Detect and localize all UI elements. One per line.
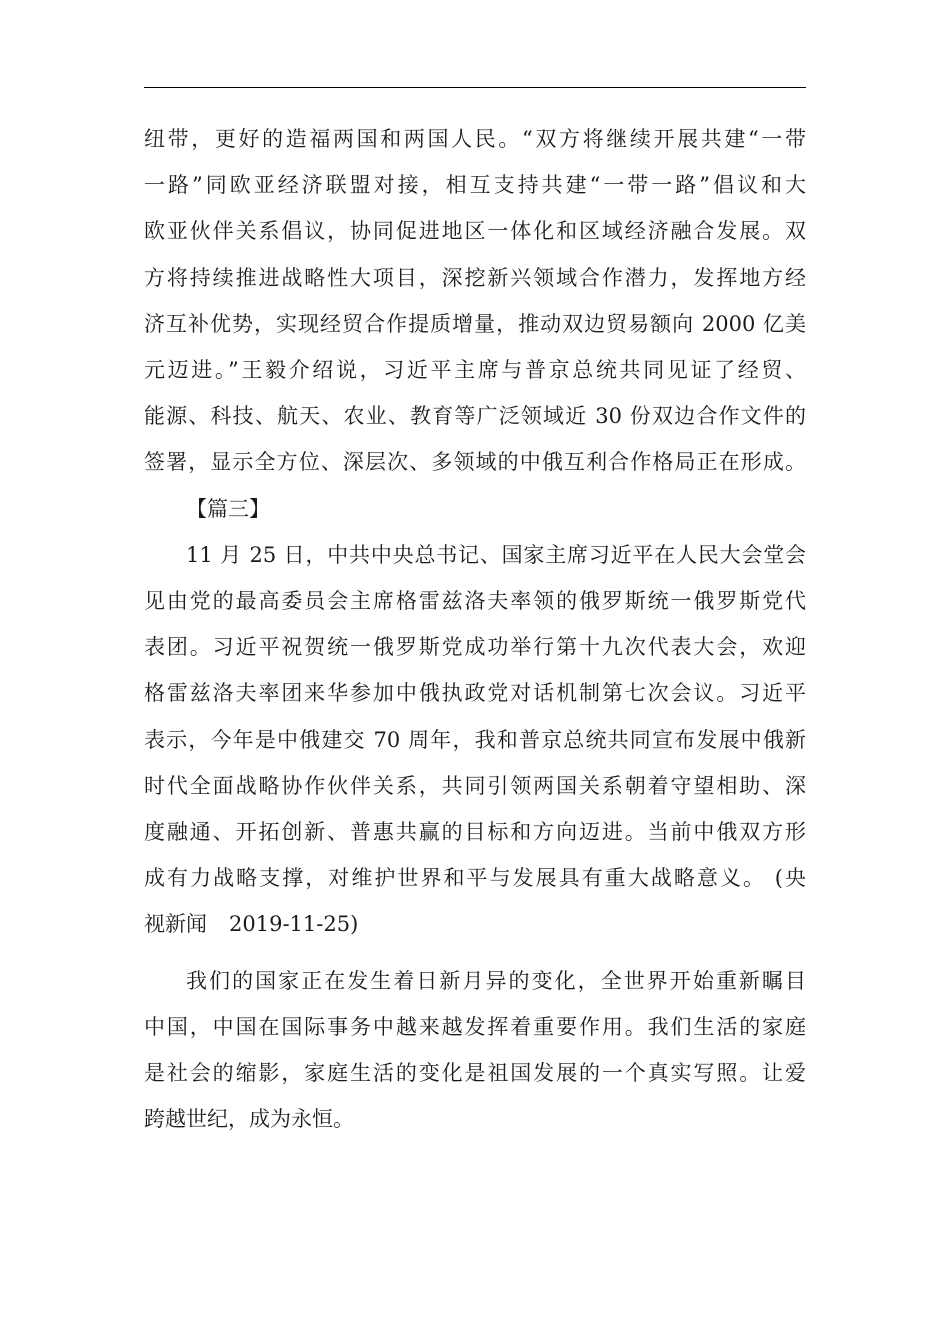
text-line: 度融通、开拓创新、普惠共赢的目标和方向迈进。当前中俄双方形 xyxy=(144,820,806,845)
text-line: 元迈进。”王毅介绍说，习近平主席与普京总统共同见证了经贸、 xyxy=(144,358,806,383)
source-line xyxy=(144,901,806,947)
source-date: 2019-11-25) xyxy=(229,912,359,937)
text-line: 中国，中国在国际事务中越来越发挥着重要作用。我们生活的家庭 xyxy=(144,1014,806,1039)
text-line: 时代全面战略协作伙伴关系，共同引领两国关系朝着守望相助、深 xyxy=(144,773,806,798)
paragraph-closing xyxy=(144,958,806,1143)
text-line: 成有力战略支撑，对维护世界和平与发展具有重大战略意义。 (央 xyxy=(144,866,806,891)
text-line: 济互补优势，实现经贸合作提质增量，推动双边贸易额向 2000 亿美 xyxy=(144,311,806,336)
text-line: 纽带，更好的造福两国和两国人民。“双方将继续开展共建“一带 xyxy=(144,127,806,151)
text-line: 见由党的最高委员会主席格雷兹洛夫率领的俄罗斯统一俄罗斯党代 xyxy=(144,589,806,614)
text-line: 格雷兹洛夫率团来华参加中俄执政党对话机制第七次会议。习近平 xyxy=(144,681,806,706)
text-line: 我们的国家正在发生着日新月异的变化，全世界开始重新瞩目 xyxy=(186,968,806,993)
text-line: 能源、科技、航天、农业、教育等广泛领域近 30 份双边合作文件的 xyxy=(144,404,806,429)
paragraph-continuation xyxy=(144,116,806,486)
text-line: 表示，今年是中俄建交 70 周年，我和普京总统共同宣布发展中俄新 xyxy=(144,727,806,752)
text-line: 表团。习近平祝贺统一俄罗斯党成功举行第十九次代表大会，欢迎 xyxy=(144,635,806,660)
text-line: 跨越世纪，成为永恒。 xyxy=(144,1107,354,1132)
source-label: 视新闻 xyxy=(144,912,207,937)
document-body xyxy=(144,116,806,1142)
text-line: 签署，显示全方位、深层次、多领域的中俄互利合作格局正在形成。 xyxy=(144,450,806,475)
text-line: 欧亚伙伴关系倡议，协同促进地区一体化和区域经济融合发展。双 xyxy=(144,219,806,244)
text-line: 是社会的缩影，家庭生活的变化是祖国发展的一个真实写照。让爱 xyxy=(144,1061,806,1086)
header-rule xyxy=(144,87,806,88)
section-heading: 【篇三】 xyxy=(186,496,270,521)
paragraph-section-three xyxy=(144,532,806,948)
text-line: 方将持续推进战略性大项目，深挖新兴领域合作潜力，发挥地方经 xyxy=(144,265,806,290)
text-line: 一路”同欧亚经济联盟对接，相互支持共建“一带一路”倡议和大 xyxy=(144,173,806,198)
text-line: 11 月 25 日，中共中央总书记、国家主席习近平在人民大会堂会 xyxy=(186,542,806,567)
